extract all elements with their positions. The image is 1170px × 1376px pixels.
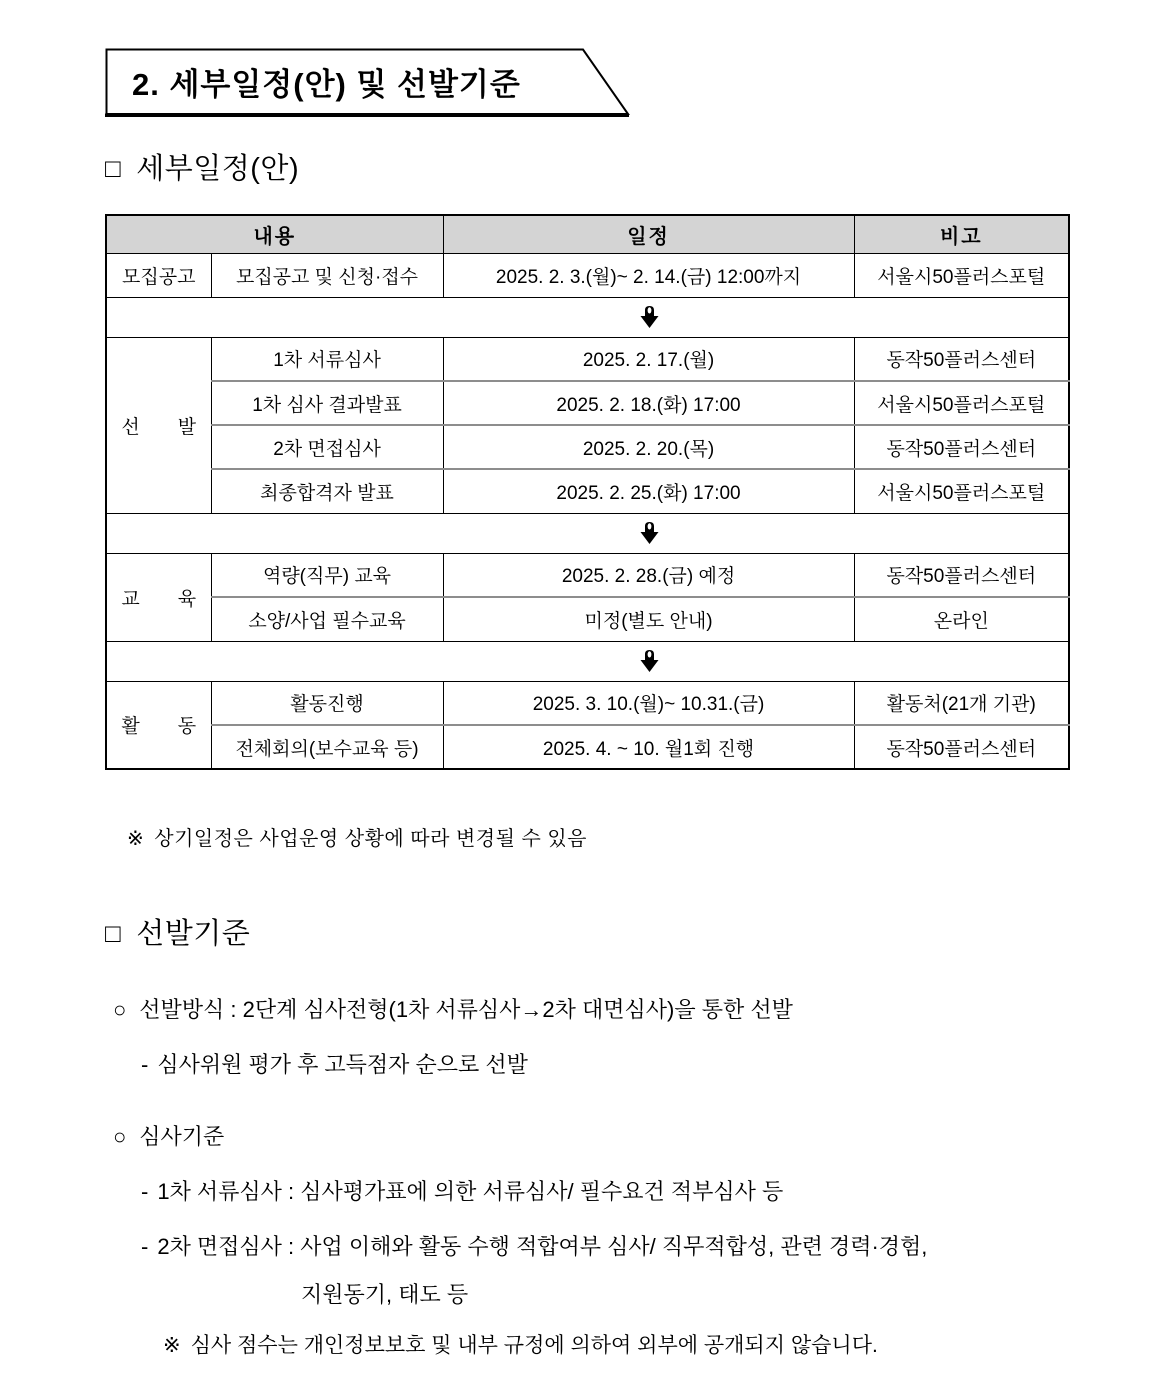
flow-arrow-row (106, 641, 1069, 681)
schedule-cell: 2025. 2. 25.(화) 17:00 (443, 469, 854, 513)
schedule-change-note (105, 822, 1068, 851)
criteria-subitem-interview (105, 1233, 1068, 1261)
table-row-act-2 (106, 725, 1069, 769)
schedule-section-title: 세부일정(안) (136, 153, 300, 185)
note-cell: 서울시50플러스포털 (854, 469, 1069, 513)
page-title: 2. 세부일정(안) 및 선발기준 (132, 66, 521, 102)
criteria-subitem-doc-review (105, 1178, 1068, 1206)
table-header-row (106, 215, 1069, 253)
note-cell: 서울시50플러스포털 (854, 253, 1069, 297)
down-arrow-icon (639, 649, 660, 673)
content-cell: 2차 면접심사 (211, 425, 443, 469)
note-cell: 동작50플러스센터 (854, 425, 1069, 469)
section-banner (105, 48, 632, 119)
col-header-schedule: 일정 (443, 215, 854, 253)
flow-arrow-row (106, 513, 1069, 553)
note-cell: 서울시50플러스포털 (854, 381, 1069, 425)
table-row-act-1 (106, 681, 1069, 725)
category-cell: 활 동 (106, 681, 211, 769)
schedule-cell: 2025. 2. 18.(화) 17:00 (443, 381, 854, 425)
table-row-edu-1 (106, 553, 1069, 597)
criteria-item-text: 선발방식 : 2단계 심사전형(1차 서류심사→2차 대면심사)을 통한 선발 (139, 997, 793, 1022)
schedule-change-note-text: 상기일정은 사업운영 상황에 따라 변경될 수 있음 (154, 828, 588, 850)
table-row-edu-2 (106, 597, 1069, 641)
schedule-cell: 2025. 3. 10.(월)~ 10.31.(금) (443, 681, 854, 725)
table-row-select-2 (106, 381, 1069, 425)
category-cell: 교 육 (106, 553, 211, 641)
content-cell: 1차 심사 결과발표 (211, 381, 443, 425)
criteria-subitem-evaluation (105, 1051, 1068, 1079)
table-row-select-4 (106, 469, 1069, 513)
note-cell: 온라인 (854, 597, 1069, 641)
criteria-item-text: 2차 면접심사 : 사업 이해와 활동 수행 적합여부 심사/ 직무적합성, 관련 경력·경험, (157, 1234, 928, 1259)
col-header-note: 비고 (854, 215, 1069, 253)
square-bullet-icon: □ (105, 152, 122, 183)
note-cell: 활동처(21개 기관) (854, 681, 1069, 725)
schedule-cell: 2025. 2. 3.(월)~ 2. 14.(금) 12:00까지 (443, 253, 854, 297)
circle-bullet-icon: ○ (113, 1124, 127, 1149)
flow-arrow-cell (106, 641, 1069, 681)
schedule-cell: 미정(별도 안내) (443, 597, 854, 641)
schedule-cell: 2025. 2. 28.(금) 예정 (443, 553, 854, 597)
criteria-item-text: 심사위원 평가 후 고득점자 순으로 선발 (157, 1052, 528, 1077)
table-row-select-3 (106, 425, 1069, 469)
dash-bullet-icon: - (141, 1052, 149, 1077)
schedule-cell: 2025. 4. ~ 10. 월1회 진행 (443, 725, 854, 769)
schedule-section-heading (105, 146, 1068, 187)
down-arrow-icon (639, 305, 660, 329)
circle-bullet-icon: ○ (113, 997, 127, 1022)
square-bullet-icon: □ (105, 917, 122, 948)
criteria-item-review-standard (105, 1123, 1068, 1151)
down-arrow-icon (639, 521, 660, 545)
criteria-subitem-interview-cont (105, 1281, 1068, 1309)
content-cell: 소양/사업 필수교육 (211, 597, 443, 641)
criteria-item-text: 1차 서류심사 : 심사평가표에 의한 서류심사/ 필수요건 적부심사 등 (157, 1179, 784, 1204)
criteria-section-heading (105, 911, 1068, 952)
schedule-table (105, 214, 1070, 770)
content-cell: 활동진행 (211, 681, 443, 725)
content-cell: 전체회의(보수교육 등) (211, 725, 443, 769)
criteria-privacy-note (105, 1332, 1068, 1360)
content-cell: 역량(직무) 교육 (211, 553, 443, 597)
table-row-recruit (106, 253, 1069, 297)
note-cell: 동작50플러스센터 (854, 725, 1069, 769)
reference-mark-icon: ※ (163, 1334, 181, 1357)
reference-mark-icon: ※ (127, 828, 145, 850)
criteria-item-selection-method (105, 996, 1068, 1024)
criteria-item-text: 심사 점수는 개인정보보호 및 내부 규정에 의하여 외부에 공개되지 않습니다. (190, 1334, 878, 1357)
content-cell: 최종합격자 발표 (211, 469, 443, 513)
schedule-cell: 2025. 2. 20.(목) (443, 425, 854, 469)
table-row-select-1 (106, 337, 1069, 381)
flow-arrow-cell (106, 513, 1069, 553)
schedule-cell: 2025. 2. 17.(월) (443, 337, 854, 381)
category-cell: 모집공고 (106, 253, 211, 297)
note-cell: 동작50플러스센터 (854, 337, 1069, 381)
content-cell: 모집공고 및 신청·접수 (211, 253, 443, 297)
criteria-item-text: 지원동기, 태도 등 (301, 1282, 469, 1307)
dash-bullet-icon: - (141, 1179, 149, 1204)
criteria-item-text: 심사기준 (139, 1124, 225, 1149)
col-header-content: 내용 (106, 215, 443, 253)
content-cell: 1차 서류심사 (211, 337, 443, 381)
criteria-section-title: 선발기준 (136, 918, 251, 950)
flow-arrow-cell (106, 297, 1069, 337)
category-cell: 선 발 (106, 337, 211, 513)
dash-bullet-icon: - (141, 1234, 149, 1259)
note-cell: 동작50플러스센터 (854, 553, 1069, 597)
flow-arrow-row (106, 297, 1069, 337)
